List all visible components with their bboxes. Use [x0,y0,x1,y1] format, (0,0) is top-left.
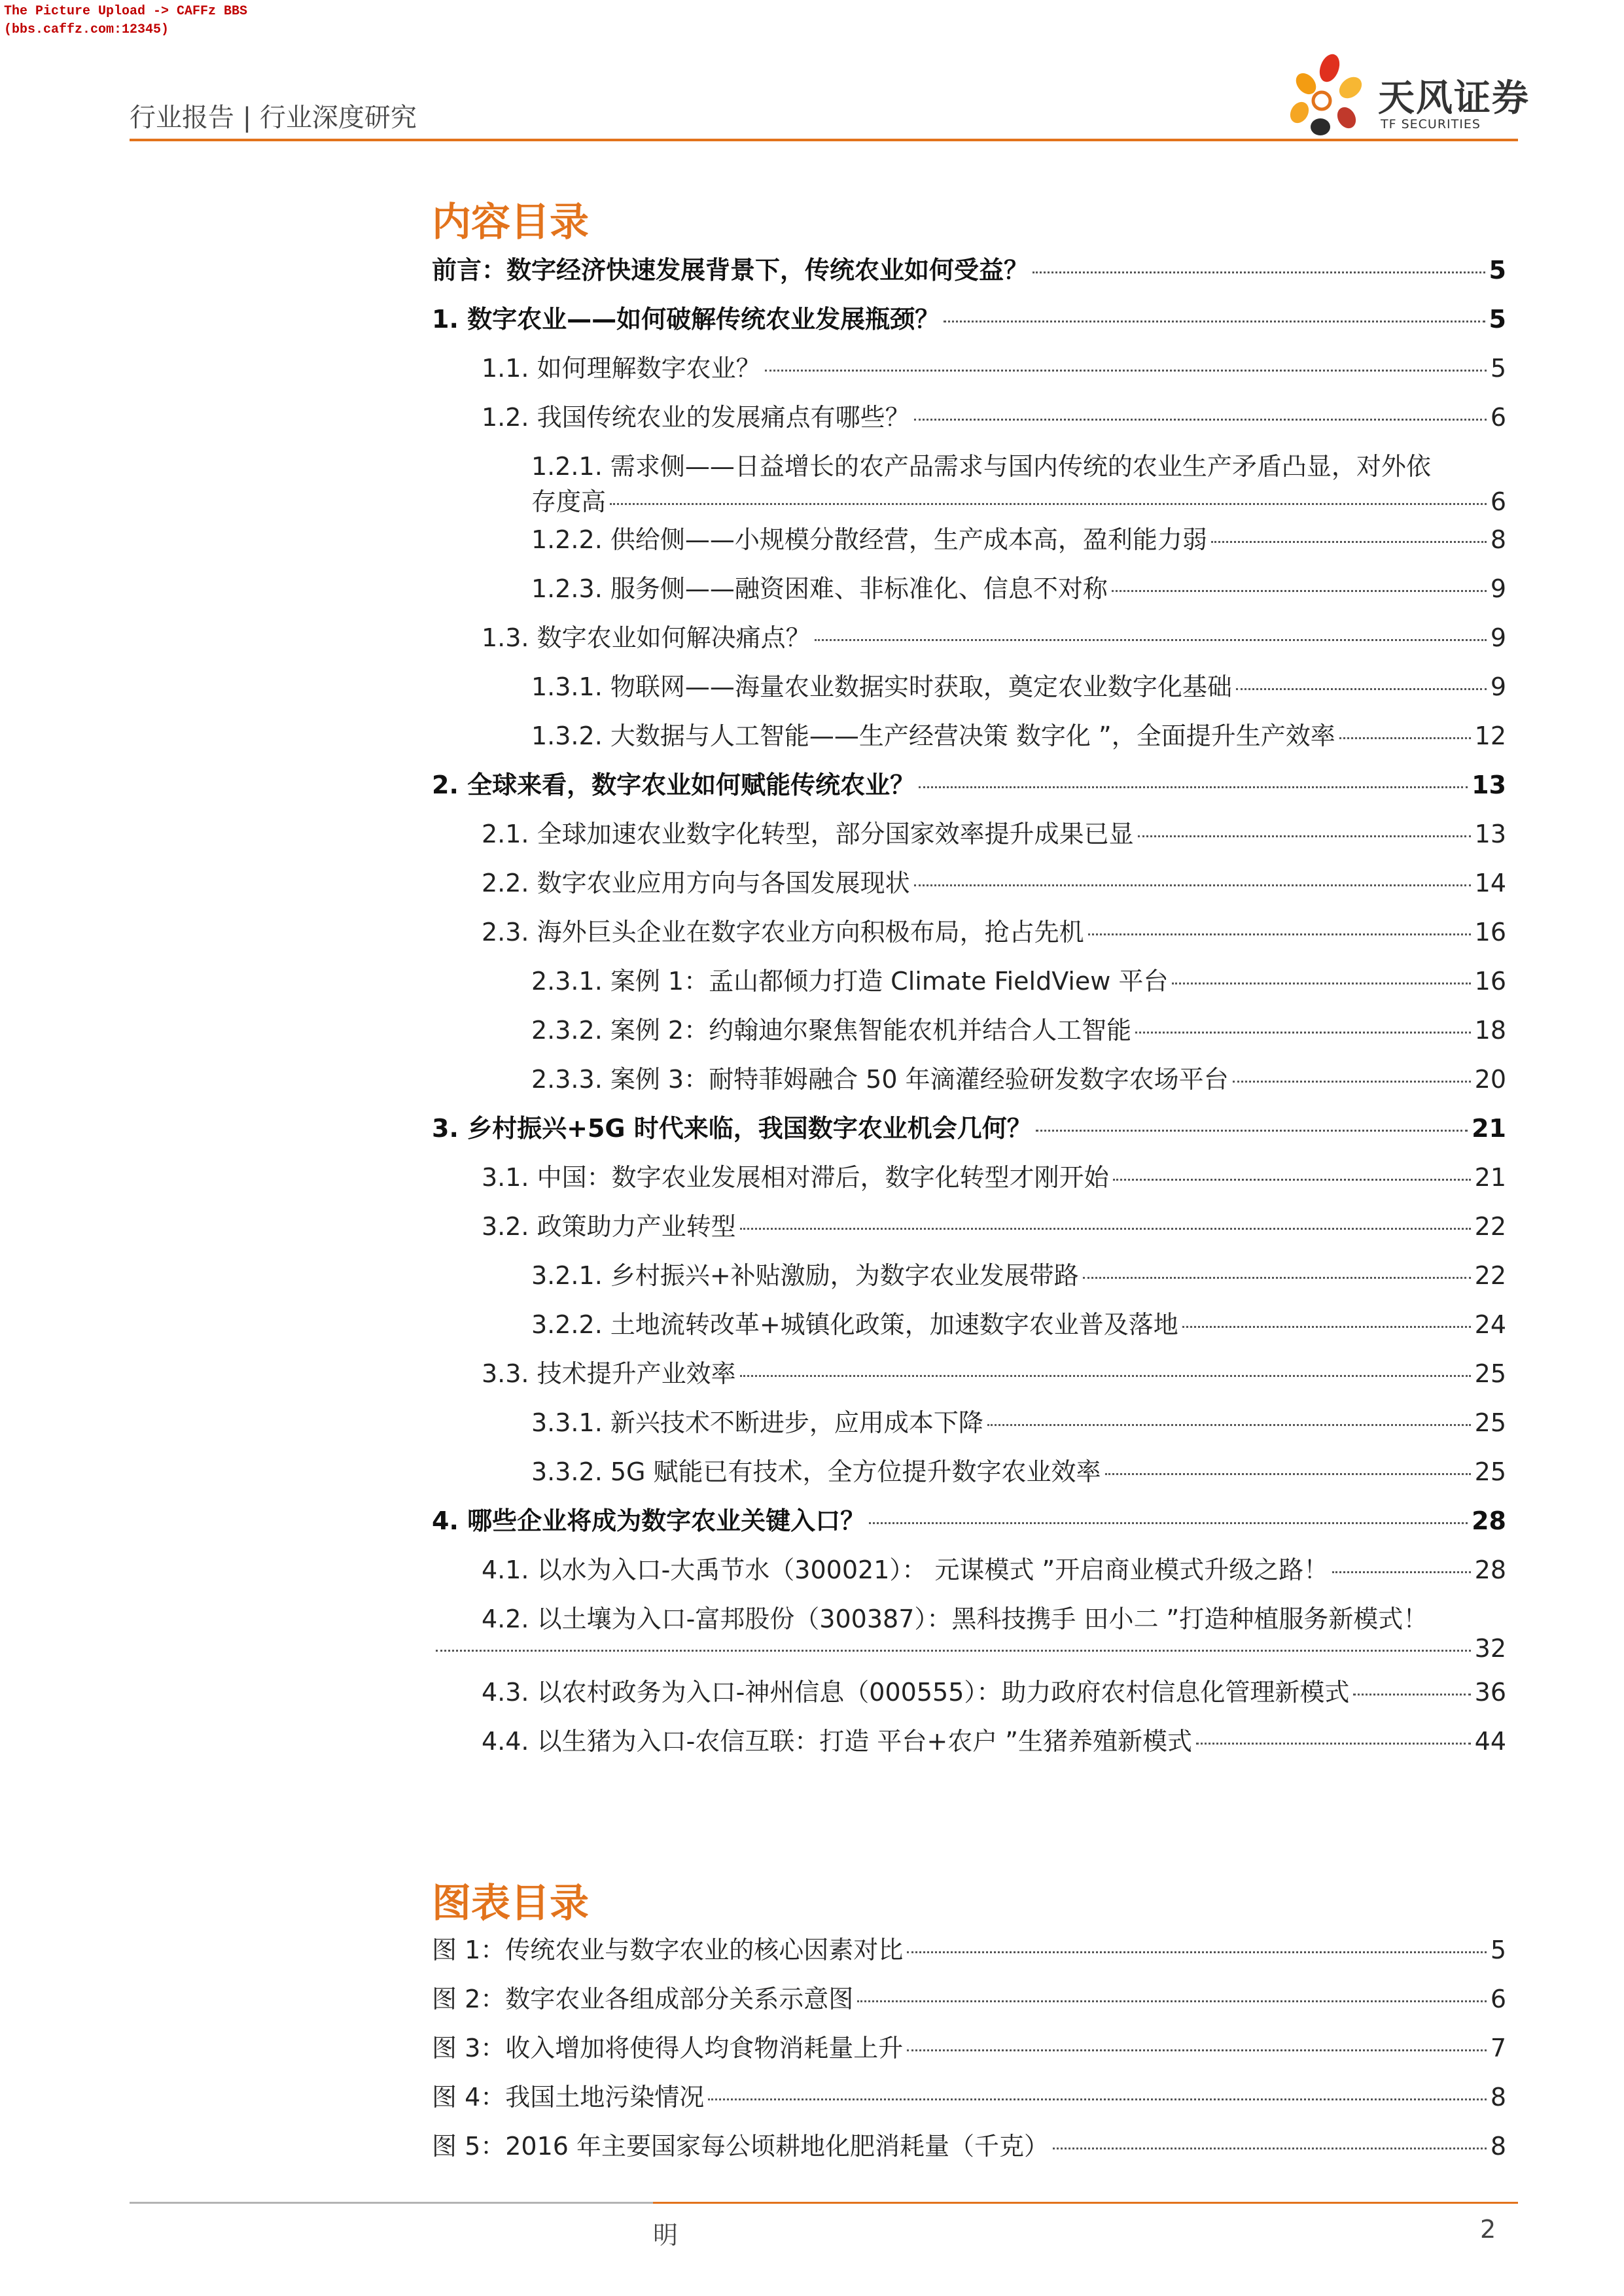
toc-entry-page: 25 [1474,1408,1506,1437]
toc-entry-page: 25 [1474,1457,1506,1486]
dot-leader [1332,1571,1470,1573]
toc-entry[interactable] [432,1108,1506,1157]
toc-entry[interactable] [432,1010,1506,1059]
dot-leader [1172,983,1470,984]
logo-english-name: TF SECURITIES [1381,117,1481,131]
figure-entry-text: 图 1：传统农业与数字农业的核心因素对比 [432,1936,904,1964]
toc-entry[interactable] [432,348,1506,397]
toc-entry[interactable] [432,667,1506,716]
tf-securities-logo [1282,50,1530,141]
toc-entry-page: 16 [1474,918,1506,947]
toc-entry-text: 4.3. 以农村政务为入口-神州信息（000555）：助力政府农村信息化管理新模式 [482,1678,1350,1707]
upload-watermark-line1: The Picture Upload -> CAFFz BBS [4,4,248,19]
toc-entry[interactable] [432,716,1506,765]
dot-leader [987,1424,1471,1426]
toc-entry-text: 1.2.3. 服务侧——融资困难、非标准化、信息不对称 [531,574,1108,603]
toc-entry[interactable] [432,397,1506,446]
toc-entry-text: 3.3.2. 5G 赋能已有技术，全方位提升数字农业效率 [531,1457,1101,1486]
figure-entry-text: 图 3：收入增加将使得人均食物消耗量上升 [432,2034,904,2062]
toc-entry-text: 2.2. 数字农业应用方向与各国发展现状 [482,869,910,897]
toc-entry-text: 3.2.1. 乡村振兴+补贴激励，为数字农业发展带路 [531,1261,1079,1290]
dot-leader [1113,1179,1471,1181]
dot-leader [919,786,1468,788]
dot-leader [436,1650,1471,1652]
dot-leader [869,1522,1468,1524]
dot-leader [1053,2148,1487,2149]
toc-entry[interactable] [432,1501,1506,1550]
toc-entry[interactable] [432,1255,1506,1304]
toc-entry-page: 9 [1490,623,1506,652]
dot-leader [1138,835,1471,837]
footer-divider-orange [653,2202,1518,2204]
toc-entry-page: 13 [1472,771,1506,799]
toc-list [432,250,1506,1770]
toc-entry-page: 18 [1474,1016,1506,1045]
toc-entry-text: 2.3. 海外巨头企业在数字农业方向积极布局，抢占先机 [482,918,1084,947]
report-type-label: 行业报告 | 行业深度研究 [130,103,417,133]
toc-entry-page: 5 [1489,256,1506,285]
figure-list [432,1930,1506,2175]
toc-entry-page: 13 [1474,820,1506,848]
toc-entry[interactable] [432,1206,1506,1255]
toc-entry-page: 21 [1474,1163,1506,1192]
figure-entry-page: 8 [1490,2083,1506,2112]
figure-entry-page: 8 [1490,2132,1506,2161]
dot-leader [914,884,1471,886]
figure-entry[interactable] [432,2028,1506,2077]
dot-leader [610,503,1487,505]
logo-chinese-name: 天风证券 [1378,77,1530,120]
toc-entry-text: 2.3.3. 案例 3：耐特菲姆融合 50 年滴灌经验研发数字农场平台 [531,1065,1229,1094]
toc-entry-text: 1.1. 如何理解数字农业？ [482,354,761,383]
figure-list-title: 图表目录 [432,1881,589,1926]
toc-entry-text: 1.3.2. 大数据与人工智能——生产经营决策 数字化 ”，全面提升生产效率 [531,722,1335,750]
toc-entry[interactable] [432,568,1506,617]
dot-leader [857,2000,1487,2002]
toc-entry-text: 1.2.2. 供给侧——小规模分散经营，生产成本高，盈利能力弱 [531,525,1207,554]
figure-entry[interactable] [432,1979,1506,2028]
toc-entry-text: 2.1. 全球加速农业数字化转型，部分国家效率提升成果已显 [482,820,1134,848]
dot-leader [708,2098,1487,2100]
dot-leader [1135,1032,1471,1034]
toc-entry-page: 5 [1490,354,1506,383]
toc-entry-text: 1.3.1. 物联网——海量农业数据实时获取，奠定农业数字化基础 [531,672,1232,701]
toc-entry[interactable] [432,863,1506,912]
figure-entry-page: 7 [1490,2034,1506,2062]
figure-entry[interactable] [432,1930,1506,1979]
footer-divider-gray [130,2202,653,2204]
toc-entry-text: 4. 哪些企业将成为数字农业关键入口？ [432,1506,866,1535]
toc-title: 内容目录 [432,200,589,245]
figure-entry-page: 5 [1490,1936,1506,1964]
toc-entry[interactable] [432,1402,1506,1452]
toc-entry-page: 20 [1474,1065,1506,1094]
dot-leader [1196,1743,1471,1745]
dot-leader [1088,933,1471,935]
toc-entry-page: 5 [1489,305,1506,334]
figure-entry[interactable] [432,2077,1506,2126]
dot-leader [944,321,1485,322]
toc-entry[interactable] [432,446,1506,519]
toc-entry[interactable] [432,1059,1506,1108]
toc-entry[interactable] [432,1452,1506,1501]
toc-entry-text: 3. 乡村振兴+5G 时代来临，我国数字农业机会几何？ [432,1114,1032,1143]
dot-leader [1036,1130,1468,1132]
toc-entry[interactable] [432,1304,1506,1353]
toc-entry-page: 32 [1474,1634,1506,1663]
figure-entry-text: 图 4：我国土地污染情况 [432,2083,705,2112]
toc-entry-page: 6 [1490,403,1506,432]
toc-entry-text: 4.4. 以生猪为入口-农信互联：打造 平台+农户 ”生猪养殖新模式 [482,1727,1192,1756]
toc-entry-text: 2. 全球来看，数字农业如何赋能传统农业？ [432,771,915,799]
toc-entry-text: 1.2.1. 需求侧——日益增长的农产品需求与国内传统的农业生产矛盾凸显，对外依 [531,452,1431,481]
toc-entry[interactable] [432,912,1506,961]
toc-entry-text: 1.3. 数字农业如何解决痛点？ [482,623,811,652]
dot-leader [907,2049,1487,2051]
toc-entry-page: 12 [1474,722,1506,750]
toc-entry[interactable] [432,814,1506,863]
toc-entry-page: 9 [1490,672,1506,701]
toc-entry-text: 3.2. 政策助力产业转型 [482,1212,736,1241]
toc-entry-page: 9 [1490,574,1506,603]
toc-entry-page: 24 [1474,1310,1506,1339]
dot-leader [765,370,1487,372]
toc-entry-text: 1.2. 我国传统农业的发展痛点有哪些？ [482,403,910,432]
toc-entry-page: 25 [1474,1359,1506,1388]
footer-text: 明 [653,2221,679,2250]
dot-leader [1105,1473,1471,1475]
toc-entry[interactable] [432,1599,1506,1672]
toc-entry-page: 28 [1472,1506,1506,1535]
dot-leader [907,1951,1487,1953]
dot-leader [1211,541,1487,543]
toc-entry-page: 8 [1490,525,1506,554]
toc-entry-text: 3.3. 技术提升产业效率 [482,1359,736,1388]
dot-leader [1236,688,1487,690]
dot-leader [1233,1081,1471,1083]
toc-entry-page: 28 [1474,1556,1506,1584]
dot-leader [1353,1694,1470,1696]
toc-entry-text: 3.3.1. 新兴技术不断进步，应用成本下降 [531,1408,983,1437]
figure-entry-text: 图 5：2016 年主要国家每公顷耕地化肥消耗量（千克） [432,2132,1050,2161]
flower-logo-icon [1282,50,1374,141]
toc-entry-page: 36 [1474,1678,1506,1707]
toc-entry-text: 2.3.1. 案例 1：孟山都倾力打造 Climate FieldView 平台 [531,967,1169,996]
toc-entry-text: 4.2. 以土壤为入口-富邦股份（300387）：黑科技携手 田小二 ”打造种植服务新模式！ [482,1605,1428,1633]
toc-entry-text: 4.1. 以水为入口-大禹节水（300021）： 元谋模式 ”开启商业模式升级之路！ [482,1556,1329,1584]
toc-entry[interactable] [432,1550,1506,1599]
toc-entry[interactable] [432,519,1506,568]
toc-entry[interactable] [432,765,1506,814]
toc-entry-page: 44 [1474,1727,1506,1756]
toc-entry[interactable] [432,250,1506,299]
dot-leader [1112,590,1487,592]
dot-leader [1033,271,1485,273]
toc-entry-text: 3.1. 中国：数字农业发展相对滞后，数字化转型才刚开始 [482,1163,1109,1192]
figure-entry-page: 6 [1490,1985,1506,2013]
dot-leader [1083,1277,1471,1279]
toc-entry[interactable] [432,1157,1506,1206]
toc-entry-text: 1. 数字农业——如何破解传统农业发展瓶颈？ [432,305,940,334]
dot-leader [1339,737,1471,739]
toc-entry-page: 21 [1472,1114,1506,1143]
toc-entry-page: 22 [1474,1212,1506,1241]
toc-entry-page: 14 [1474,869,1506,897]
upload-watermark [4,3,247,39]
toc-entry[interactable] [432,1721,1506,1770]
toc-entry[interactable] [432,1353,1506,1402]
dot-leader [1182,1326,1471,1328]
dot-leader [740,1228,1471,1230]
toc-entry-text-continued: 存度高 [531,487,607,516]
dot-leader [914,419,1487,421]
toc-entry[interactable] [432,617,1506,667]
toc-entry[interactable] [432,1672,1506,1721]
toc-entry-text: 2.3.2. 案例 2：约翰迪尔聚焦智能农机并结合人工智能 [531,1016,1132,1045]
toc-entry[interactable] [432,961,1506,1010]
toc-entry[interactable] [432,299,1506,348]
page-number: 2 [1480,2215,1496,2244]
toc-entry-text: 3.2.2. 土地流转改革+城镇化政策，加速数字农业普及落地 [531,1310,1178,1339]
upload-watermark-line2: (bbs.caffz.com:12345) [4,22,169,37]
figure-entry-text: 图 2：数字农业各组成部分关系示意图 [432,1985,854,2013]
header-divider [130,139,1518,141]
dot-leader [740,1375,1471,1377]
dot-leader [815,639,1487,641]
toc-entry-page: 6 [1490,487,1506,516]
toc-entry-page: 16 [1474,967,1506,996]
toc-entry-text: 前言：数字经济快速发展背景下，传统农业如何受益？ [432,256,1029,285]
toc-entry-page: 22 [1474,1261,1506,1290]
figure-entry[interactable] [432,2126,1506,2175]
